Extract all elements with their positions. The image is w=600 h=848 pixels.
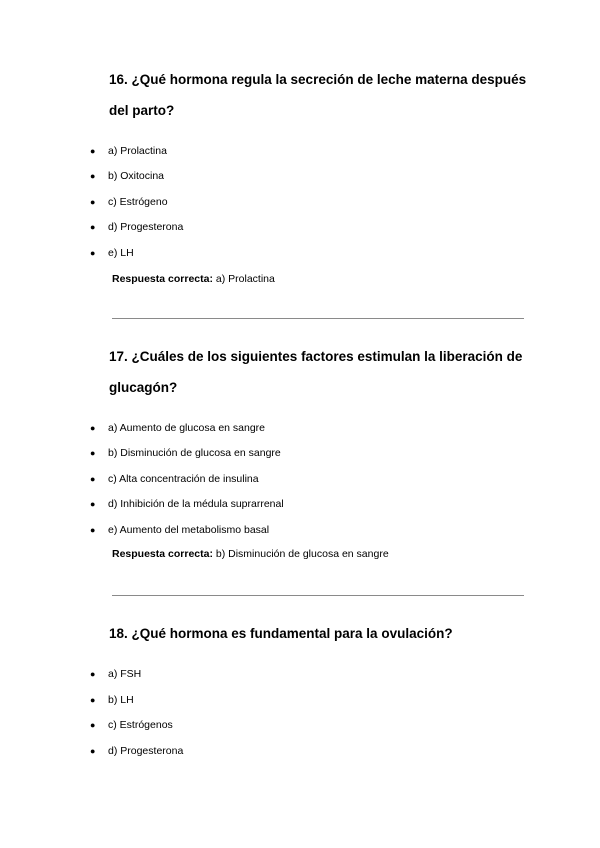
bullet-icon: ● [90, 669, 96, 679]
option-label: e) LH [108, 247, 134, 259]
bullet-icon: ● [90, 499, 96, 509]
separator-line [112, 595, 524, 596]
correct-answer [112, 547, 389, 561]
answer-label: Respuesta correcta: [112, 273, 213, 285]
option-label: c) Estrógeno [108, 196, 168, 208]
option-item [90, 195, 168, 209]
bullet-icon: ● [90, 197, 96, 207]
option-label: c) Estrógenos [108, 719, 173, 731]
option-item [90, 446, 281, 460]
option-label: d) Progesterona [108, 745, 184, 757]
answer-value: b) Disminución de glucosa en sangre [215, 548, 389, 560]
option-item [90, 472, 259, 486]
option-item [90, 744, 183, 758]
option-item [90, 718, 173, 732]
bullet-icon: ● [90, 248, 96, 258]
option-item [90, 220, 183, 234]
answer-label: Respuesta correcta: [112, 548, 213, 560]
bullet-icon: ● [90, 695, 96, 705]
option-item [90, 421, 265, 435]
question-title: 18. ¿Qué hormona es fundamental para la ovulación? [109, 626, 453, 641]
option-label: b) LH [108, 694, 134, 706]
option-label: a) Prolactina [108, 145, 167, 157]
question-title: 16. ¿Qué hormona regula la secreción de leche materna después del parto? [109, 72, 527, 118]
option-item [90, 497, 284, 511]
question-title: 17. ¿Cuáles de los siguientes factores estimulan la liberación de glucagón? [109, 349, 523, 395]
bullet-icon: ● [90, 222, 96, 232]
bullet-icon: ● [90, 146, 96, 156]
option-label: d) Inhibición de la médula suprarrenal [108, 498, 284, 510]
bullet-icon: ● [90, 423, 96, 433]
correct-answer [112, 272, 275, 286]
bullet-icon: ● [90, 448, 96, 458]
option-item [90, 667, 141, 681]
option-label: c) Alta concentración de insulina [108, 473, 259, 485]
option-item [90, 246, 134, 260]
option-label: d) Progesterona [108, 221, 184, 233]
option-item [90, 693, 134, 707]
bullet-icon: ● [90, 525, 96, 535]
option-item [90, 144, 167, 158]
bullet-icon: ● [90, 171, 96, 181]
separator-line [112, 318, 524, 319]
option-item [90, 523, 269, 537]
bullet-icon: ● [90, 720, 96, 730]
answer-value: a) Prolactina [215, 273, 275, 285]
option-item [90, 169, 164, 183]
bullet-icon: ● [90, 474, 96, 484]
option-label: b) Oxitocina [108, 170, 165, 182]
option-label: a) Aumento de glucosa en sangre [108, 422, 266, 434]
option-label: e) Aumento del metabolismo basal [108, 524, 270, 536]
bullet-icon: ● [90, 746, 96, 756]
option-label: b) Disminución de glucosa en sangre [108, 447, 281, 459]
option-label: a) FSH [108, 668, 142, 680]
